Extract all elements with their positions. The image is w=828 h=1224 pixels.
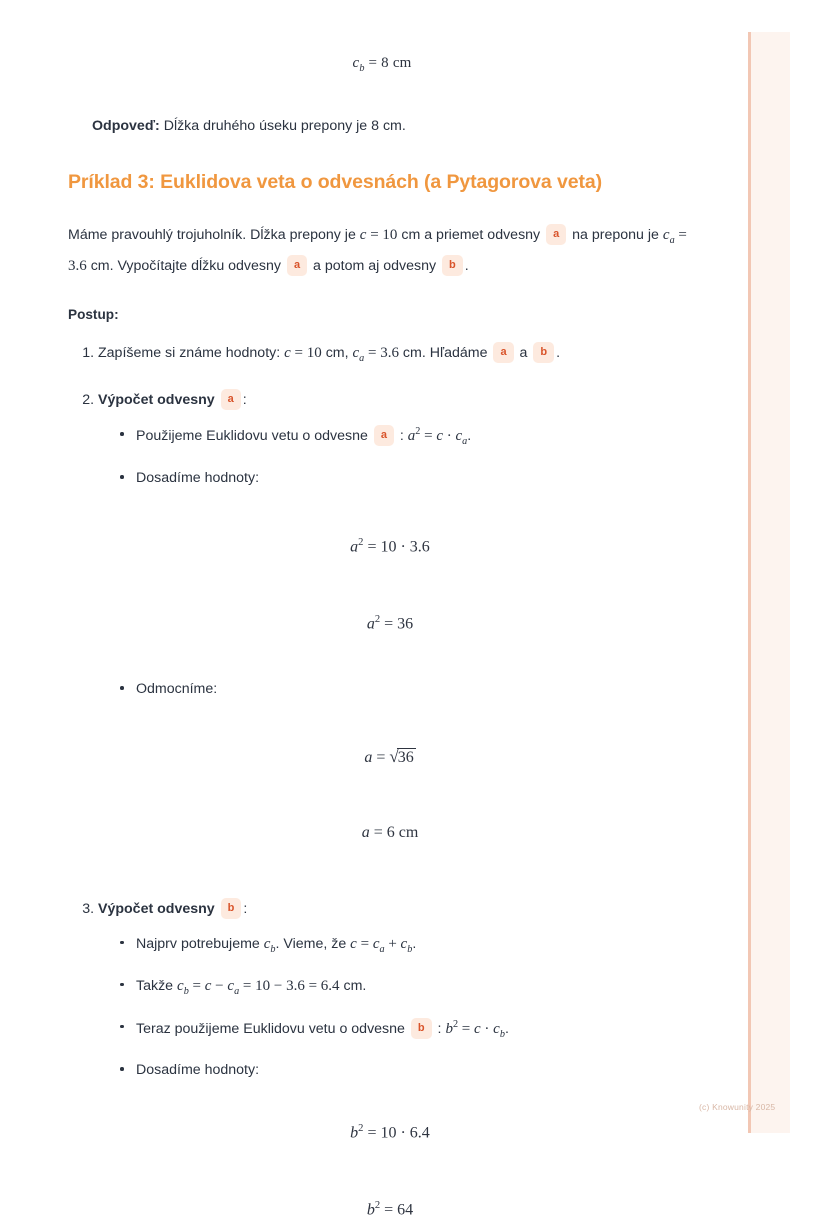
answer-label: Odpoveď: (92, 118, 160, 134)
step3-label: Výpočet odvesny (98, 900, 215, 917)
badge-a[interactable]: a (221, 389, 241, 410)
list-item (120, 975, 696, 1000)
intro-part-6: . (464, 258, 469, 275)
step3-colon: : (243, 900, 248, 917)
step2-label: Výpočet odvesny (98, 392, 215, 409)
step-item-1: 1. Zapíšeme si známe hodnoty: c = 10 cm, $c_a = 3.6$ cm. Hľadáme a a b . (98, 342, 696, 367)
step-item-2 (98, 389, 696, 876)
intro-part-4: cm. Vypočítajte dĺžku odvesny (86, 258, 285, 275)
equation-b2-value: $b^2 = 64$ (366, 1200, 414, 1219)
s3b4-text: Dosadíme hodnoty: (136, 1062, 260, 1079)
equation-a2-value: $a^2 = 36$ (366, 614, 414, 633)
s3b1-text-2: . Vieme, že (275, 935, 351, 952)
s2b1-text-3: . (467, 428, 472, 445)
postup-label: Postup: (68, 307, 119, 323)
equation-a2-product: $a^2 = 10 \cdot 3.6$ (350, 537, 430, 556)
answer-line (92, 116, 696, 137)
s3b3-text-3: . (504, 1020, 509, 1037)
badge-b[interactable]: b (533, 342, 554, 363)
intro-part-2: cm a priemet odvesny (397, 226, 545, 243)
badge-a[interactable]: a (287, 255, 307, 276)
steps-list (68, 342, 696, 1223)
equation-cb-value: $c_b = 8$ cm (352, 55, 412, 74)
step-item-3 (98, 898, 696, 1224)
s3b3-formula: $b^2 = c \cdot c_b$ (445, 1018, 505, 1040)
badge-b[interactable]: b (411, 1018, 432, 1039)
badge-a[interactable]: a (546, 224, 566, 245)
badge-a[interactable]: a (493, 342, 513, 363)
spacer (98, 637, 696, 665)
step2-bullet-list-2 (98, 678, 696, 700)
list-item (120, 678, 696, 700)
step1-text-1: Zapíšeme si známe hodnoty: (98, 345, 285, 362)
badge-b[interactable]: b (442, 255, 463, 276)
s3b2-text-2: cm. (339, 977, 367, 994)
step1-math-ca: $c_a$ (352, 345, 365, 365)
s2b2-text: Dosadíme hodnoty: (136, 470, 260, 487)
intro-part-3: na preponu je (568, 226, 663, 243)
decorative-right-strip (748, 32, 790, 1133)
step1-math-c: c (284, 345, 291, 362)
watermark-copyright: (c) Knowunity 2025 (699, 1102, 776, 1112)
step1-text-2: cm, (321, 345, 353, 362)
spacer (98, 489, 696, 535)
s3b3-text-1: Teraz použijeme Euklidovu vetu o odvesne (136, 1020, 409, 1037)
page-title: Príklad 3: Euklidova veta o odvesnách (a Pytagorova veta) (68, 171, 602, 194)
s3b2-text-1: Takže (136, 977, 178, 994)
intro-math-ca: $c_a$ (662, 226, 675, 246)
s3b1-math-sum: $c = c_a + c_b$ (350, 935, 413, 955)
intro-math-c: c (359, 226, 367, 243)
s3b2-math: $c_b = c - c_a = 10 - 3.6 = 6.4$ (177, 977, 340, 997)
list-item (120, 424, 696, 450)
s2b1-text-1: Použijeme Euklidovu vetu o odvesne (136, 428, 372, 445)
step2-colon: : (242, 392, 247, 409)
list-item (120, 1059, 696, 1081)
spacer (98, 1146, 696, 1198)
spacer (98, 846, 696, 876)
equation-a-sqrt: a = √36 (364, 747, 414, 767)
s2b1-formula: $a^2 = c \cdot c_a$ (407, 426, 468, 448)
badge-b[interactable]: b (221, 898, 242, 919)
badge-a[interactable]: a (374, 425, 394, 446)
s2b1-text-2: : (395, 428, 408, 445)
equation-a-value: a = 6 cm (361, 824, 419, 842)
s3b1-text-3: . (412, 935, 417, 952)
equation-b2-product: $b^2 = 10 \cdot 6.4$ (350, 1123, 430, 1142)
step3-bullet-list (98, 933, 696, 1081)
intro-part-5: a potom aj odvesny (309, 258, 440, 275)
s2b3-text: Odmocníme: (136, 681, 218, 698)
answer-text: Dĺžka druhého úseku prepony je 8 cm. (159, 118, 406, 134)
list-item (120, 1017, 696, 1043)
step2-bullet-list (98, 424, 696, 489)
spacer (98, 700, 696, 744)
list-item (120, 467, 696, 489)
spacer (98, 1081, 696, 1121)
step1-text-4: a (515, 345, 532, 362)
intro-paragraph: Máme pravouhlý trojuholník. Dĺžka prepony je c = 10 cm a priemet odvesny a na preponu je $c_a = 3.6$ cm. Vypočítajte dĺžku odvesny a a potom aj odvesny b . (68, 220, 696, 281)
step1-text-3: cm. Hľadáme (398, 345, 492, 362)
s3b1-text-1: Najprv potrebujeme (136, 935, 264, 952)
intro-part-1: Máme pravouhlý trojuholník. Dĺžka prepony je (68, 226, 360, 243)
spacer (98, 771, 696, 821)
s3b3-text-2: : (433, 1020, 446, 1037)
list-item (120, 933, 696, 958)
s3b1-math-cb: $c_b$ (263, 935, 276, 955)
spacer (98, 560, 696, 612)
step1-text-5: . (556, 345, 561, 362)
